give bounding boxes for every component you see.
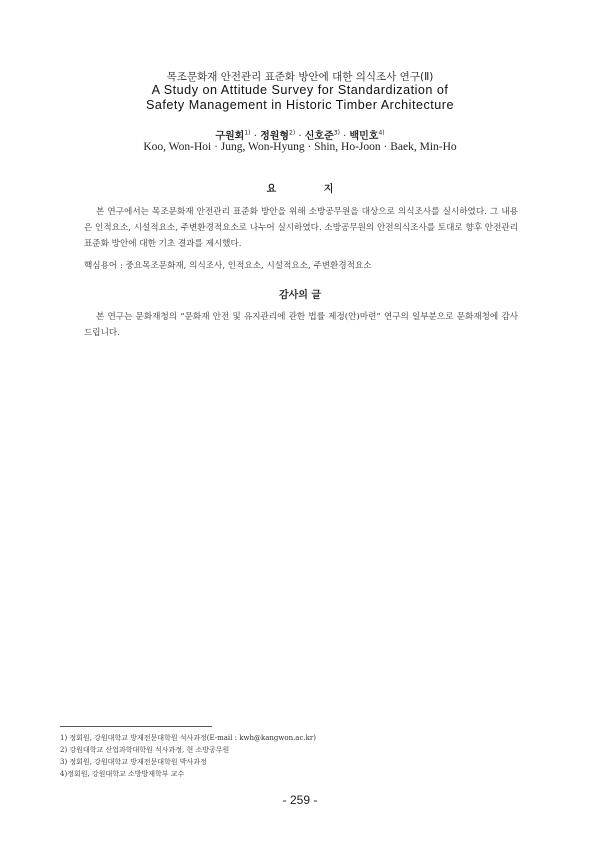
author-name: 구원회 (215, 131, 245, 142)
acknowledgement-heading: 감사의 글 (278, 290, 322, 301)
page-number: - 259 - (282, 793, 318, 807)
author-mark: 1) (244, 129, 251, 137)
keywords: 핵심용어 : 중요목조문화재, 의식조사, 인적요소, 시설적요소, 주변환경적요소 (84, 261, 372, 271)
footnote-divider (60, 726, 212, 727)
author-separator: · (295, 131, 305, 142)
author-name: 백민호 (349, 131, 379, 142)
author-separator: · (250, 131, 261, 142)
author-separator: · (339, 131, 350, 142)
footnote: 2) 강원대학교 산업과학대학원 석사과정, 현 소방공무원 (60, 746, 230, 754)
acknowledgement-body: 본 연구는 문화재청의 “문화재 안전 및 유지관리에 관한 법률 제정(안)마련” 연구의 일부분으로 문화재청에 감사드립니다. (84, 312, 518, 338)
footnote: 3) 정회원, 강원대학교 방재전문대학원 박사과정 (60, 758, 207, 766)
footnote: 4)정회원, 강원대학교 소방방재학부 교수 (60, 770, 185, 778)
authors-english: Koo, Won-Hoi · Jung, Won-Hyung · Shin, Ho-Joon · Baek, Min-Ho (143, 141, 457, 153)
footnotes (60, 732, 540, 780)
title-korean: 목조문화재 안전관리 표준화 방안에 대한 의식조사 연구(Ⅱ) (166, 71, 434, 83)
abstract-body: 본 연구에서는 목조문화재 안전관리 표준화 방안을 위해 소방공무원을 대상으로 의식조사를 실시하였다. 그 내용은 인적요소, 시설적요소, 주변환경적요소로 나누어 실시하였다. 소방공무원의 안전의식조사를 토대로 향후 안전관리 표준화 방안에 대한 기초 결과를 제시했다. (84, 207, 518, 249)
authors-korean (0, 127, 600, 142)
author-mark: 2) (289, 129, 296, 137)
author-name: 정원형 (260, 131, 290, 142)
author-mark: 3) (333, 129, 340, 137)
title-english-line1: A Study on Attitude Survey for Standardization of (151, 83, 449, 97)
author-mark: 4) (378, 129, 385, 137)
author-name: 신호준 (304, 131, 334, 142)
title-english-line2: Safety Management in Historic Timber Architecture (146, 98, 454, 112)
abstract-heading: 요 지 (266, 184, 356, 195)
footnote: 1) 정회원, 강원대학교 방재전문대학원 석사과정(E-mail : kwh@kangwon.ac.kr) (60, 734, 316, 742)
